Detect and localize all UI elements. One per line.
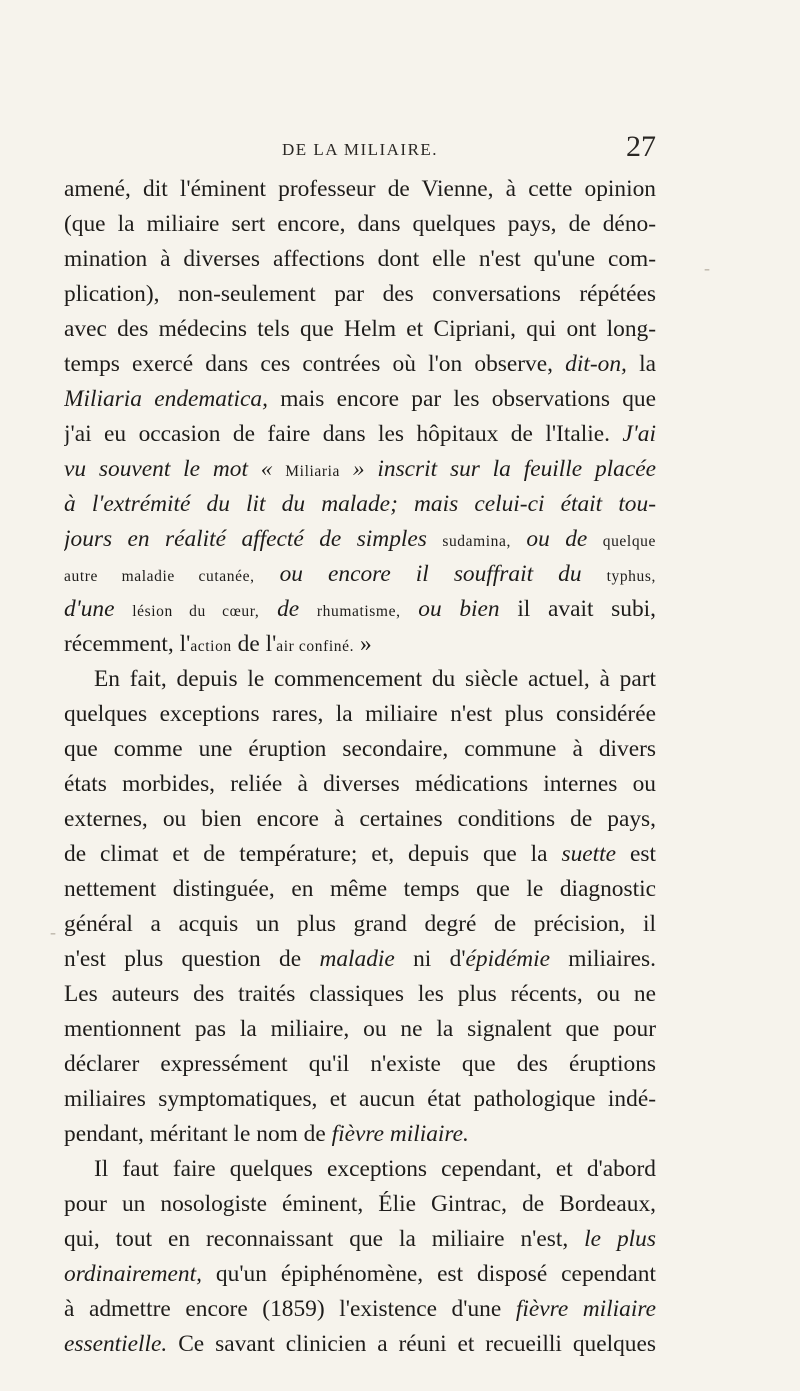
body-text <box>64 172 656 1362</box>
text-line: nettement distinguée, en même temps que le diagnostic <box>64 876 656 902</box>
text-line: essentielle. Ce savant clinicien a réuni et recueilli quelques <box>64 1331 656 1357</box>
text-line: qui, tout en reconnaissant que la miliaire n'est, le plus <box>64 1226 656 1252</box>
text-line: déclarer expressément qu'il n'existe que des éruptions <box>64 1051 656 1077</box>
running-title: DE LA MILIAIRE. <box>281 140 439 159</box>
text-line: ordinairement, qu'un épiphénomène, est disposé cependant <box>64 1261 656 1287</box>
text-line: mentionnent pas la miliaire, ou ne la signalent que pour <box>64 1016 656 1042</box>
text-line: pour un nosologiste éminent, Élie Gintrac, de Bordeaux, <box>64 1191 656 1217</box>
text-line: quelques exceptions rares, la miliaire n'est plus considérée <box>64 701 656 727</box>
text-line: Il faut faire quelques exceptions cependant, et d'abord <box>94 1156 656 1182</box>
text-line: j'ai eu occasion de faire dans les hôpitaux de l'Italie. J'ai <box>64 421 656 447</box>
text-line: En fait, depuis le commencement du siècle actuel, à part <box>94 666 656 692</box>
text-line: autre maladie cutanée, ou encore il souffrait du typhus, <box>64 561 656 587</box>
margin-mark: - <box>704 258 710 278</box>
text-line: amené, dit l'éminent professeur de Vienne, à cette opinion <box>64 176 656 202</box>
text-line: Les auteurs des traités classiques les plus récents, ou ne <box>64 981 656 1007</box>
text-line: avec des médecins tels que Helm et Cipriani, qui ont long- <box>64 316 656 342</box>
text-line: général a acquis un plus grand degré de précision, il <box>64 911 656 937</box>
text-line: d'une lésion du cœur, de rhumatisme, ou bien il avait subi, <box>64 596 656 622</box>
text-line: externes, ou bien encore à certaines conditions de pays, <box>64 806 656 832</box>
text-line: à admettre encore (1859) l'existence d'une fièvre miliaire <box>64 1296 656 1322</box>
text-line: états morbides, reliée à diverses médications internes ou <box>64 771 656 797</box>
text-line: miliaires symptomatiques, et aucun état pathologique indé- <box>64 1086 656 1112</box>
text-line: récemment, l'action de l'air confiné. » <box>64 631 372 657</box>
text-line: pendant, méritant le nom de fièvre miliaire. <box>64 1121 469 1147</box>
text-line: temps exercé dans ces contrées où l'on observe, dit-on, la <box>64 351 656 377</box>
text-line: (que la miliaire sert encore, dans quelques pays, de déno- <box>64 211 656 237</box>
text-line: à l'extrémité du lit du malade; mais celui-ci était tou- <box>64 491 656 517</box>
text-line: de climat et de température; et, depuis que la suette est <box>64 841 656 867</box>
text-line: mination à diverses affections dont elle n'est qu'une com- <box>64 246 656 272</box>
page-header <box>64 130 656 166</box>
margin-mark: - <box>50 922 56 942</box>
text-line: que comme une éruption secondaire, commune à divers <box>64 736 656 762</box>
text-line: Miliaria endematica, mais encore par les observations que <box>64 386 656 412</box>
text-line: plication), non-seulement par des conversations répétées <box>64 281 656 307</box>
text-line: jours en réalité affecté de simples sudamina, ou de quelque <box>64 526 656 552</box>
page-number: 27 <box>626 130 656 163</box>
text-line: vu souvent le mot « Miliaria » inscrit sur la feuille placée <box>64 456 656 482</box>
text-line: n'est plus question de maladie ni d'épidémie miliaires. <box>64 946 656 972</box>
